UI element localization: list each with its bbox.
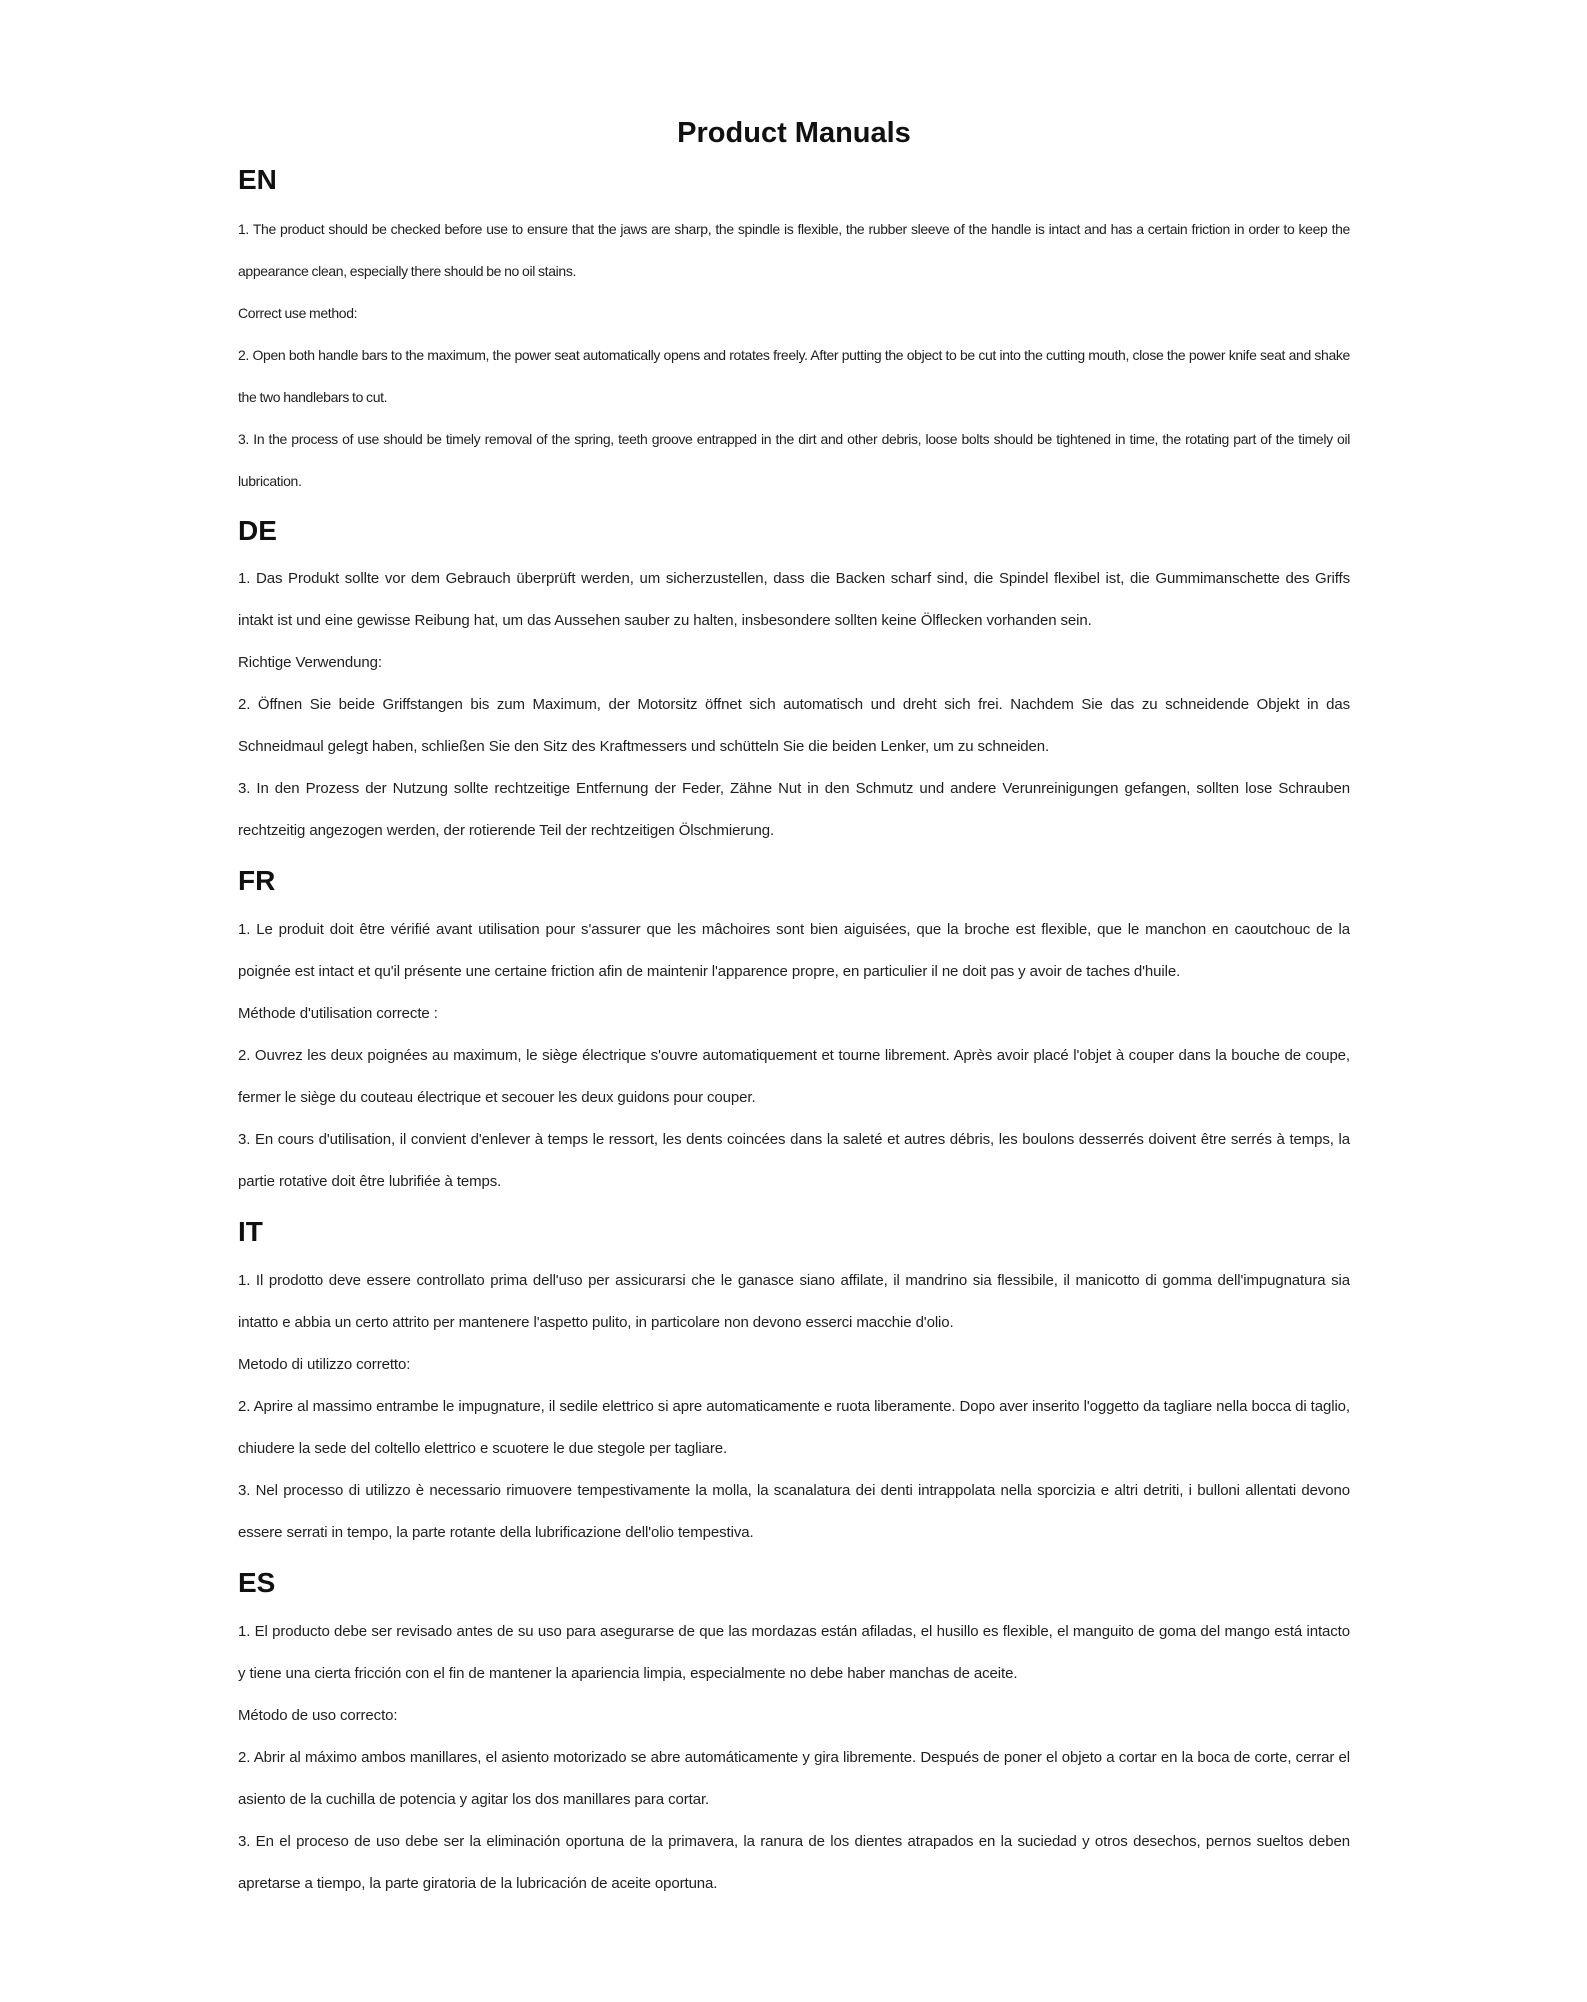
paragraph-de-item2: 2. Öffnen Sie beide Griffstangen bis zum Maximum, der Motorsitz öffnet sich automatisch und dreht sich frei. Nachdem Sie das zu schneidende Objekt in das Schneidmaul gelegt haben, schließen Sie den Sitz des Kraftmessers und schütteln Sie die beiden Lenker, um zu schneiden. [238,696,1350,756]
paragraph-fr-item2: 2. Ouvrez les deux poignées au maximum, le siège électrique s'ouvre automatiquement et tourne librement. Après avoir placé l'objet à couper dans la bouche de coupe, fermer le siège du couteau électrique et secouer les deux guidons pour couper. [238,1047,1350,1107]
paragraph-fr-item3: 3. En cours d'utilisation, il convient d'enlever à temps le ressort, les dents coincées dans la saleté et autres débris, les boulons desserrés doivent être serrés à temps, la partie rotative doit être lubrifiée à temps. [238,1131,1350,1191]
paragraph-en-item3: 3. In the process of use should be timely removal of the spring, teeth groove entrapped in the dirt and other debris, loose bolts should be tightened in time, the rotating part of the timely oil lubrication. [238,430,1350,489]
paragraph-de-item1: 1. Das Produkt sollte vor dem Gebrauch überprüft werden, um sicherzustellen, dass die Backen scharf sind, die Spindel flexibel ist, die Gummimanschette des Griffs intakt ist und eine gewisse Reibung hat, um das Aussehen sauber zu halten, insbesondere sollten keine Ölflecken vorhanden sein. [238,570,1350,630]
section-en [238,165,1350,502]
paragraph-en-method-label: Correct use method: [238,304,358,321]
section-heading-es: ES [238,1566,276,1598]
document-content [238,0,1350,1905]
section-heading-it: IT [238,1216,263,1248]
paragraph-es-item3: 3. En el proceso de uso debe ser la eliminación oportuna de la primavera, la ranura de los dientes atrapados en la suciedad y otros desechos, pernos sueltos deben apretarse a tiempo, la parte giratoria de la lubricación de aceite oportuna. [238,1832,1350,1892]
paragraph-it-item2: 2. Aprire al massimo entrambe le impugnature, il sedile elettrico si apre automaticamente e ruota liberamente. Dopo aver inserito l'oggetto da tagliare nella bocca di taglio, chiudere la sede del coltello elettrico e scuotere le due stegole per tagliare. [238,1397,1350,1457]
paragraph-en-item2: 2. Open both handle bars to the maximum, the power seat automatically opens and rotates freely. After putting the object to be cut into the cutting mouth, close the power knife seat and shake the two handlebars to cut. [238,346,1350,405]
paragraph-en-item1: 1. The product should be checked before use to ensure that the jaws are sharp, the spindle is flexible, the rubber sleeve of the handle is intact and has a certain friction in order to keep the appearance clean, especially there should be no oil stains. [238,220,1350,279]
paragraph-fr-item1: 1. Le produit doit être vérifié avant utilisation pour s'assurer que les mâchoires sont bien aiguisées, que la broche est flexible, que le manchon en caoutchouc de la poignée est intact et qu'il présente une certaine friction afin de maintenir l'apparence propre, en particulier il ne doit pas y avoir de taches d'huile. [238,921,1350,981]
paragraph-de-item3: 3. In den Prozess der Nutzung sollte rechtzeitige Entfernung der Feder, Zähne Nut in den Schmutz und andere Verunreinigungen gefangen, sollten lose Schrauben rechtzeitig angezogen werden, der rotierende Teil der rechtzeitigen Ölschmierung. [238,780,1350,840]
paragraph-fr-method-label: Méthode d'utilisation correcte : [238,1005,438,1023]
paragraph-it-method-label: Metodo di utilizzo corretto: [238,1355,411,1373]
paragraph-es-method-label: Método de uso correcto: [238,1706,398,1724]
document-title: Product Manuals [677,117,911,149]
section-heading-en: EN [238,163,277,195]
section-heading-de: DE [238,514,277,546]
paragraph-de-method-label: Richtige Verwendung: [238,654,382,672]
section-es [238,1568,1350,1905]
section-heading-fr: FR [238,865,276,897]
paragraph-es-item1: 1. El producto debe ser revisado antes de su uso para asegurarse de que las mordazas están afiladas, el husillo es flexible, el manguito de goma del mango está intacto y tiene una cierta fricción con el fin de mantener la apariencia limpia, especialmente no debe haber manchas de aceite. [238,1622,1350,1682]
paragraph-es-item2: 2. Abrir al máximo ambos manillares, el asiento motorizado se abre automáticamente y gira libremente. Después de poner el objeto a cortar en la boca de corte, cerrar el asiento de la cuchilla de potencia y agitar los dos manillares para cortar. [238,1748,1350,1808]
paragraph-it-item1: 1. Il prodotto deve essere controllato prima dell'uso per assicurarsi che le ganasce siano affilate, il mandrino sia flessibile, il manicotto di gomma dell'impugnatura sia intatto e abbia un certo attrito per mantenere l'aspetto pulito, in particolare non devono esserci macchie d'olio. [238,1271,1350,1331]
section-de [238,516,1350,853]
paragraph-it-item3: 3. Nel processo di utilizzo è necessario rimuovere tempestivamente la molla, la scanalatura dei denti intrappolata nella sporcizia e altri detriti, i bulloni allentati devono essere serrati in tempo, la parte rotante della lubrificazione dell'olio tempestiva. [238,1481,1350,1541]
section-it [238,1217,1350,1554]
section-fr [238,866,1350,1203]
